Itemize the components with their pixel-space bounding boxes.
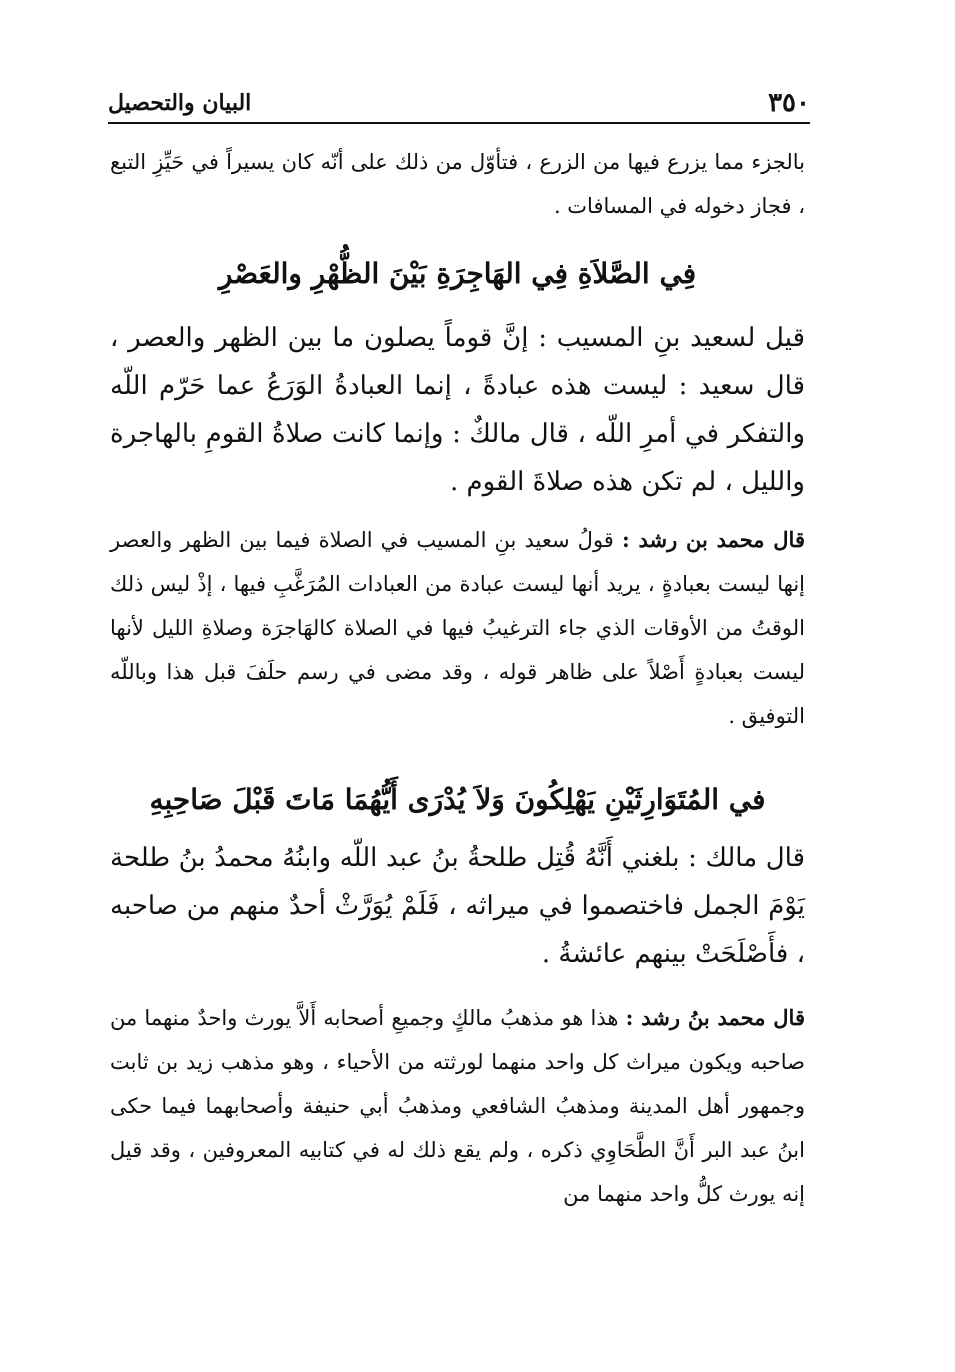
page-number: ٣٥٠ [768, 88, 810, 118]
paragraph-continuation: بالجزء مما يزرع فيها من الزرع ، فتأوّل من ذلك على أنّه كان يسيراً في حَيِّزِ التبع ، فجاز دخوله في المسافات . [110, 150, 805, 218]
running-head [108, 78, 810, 124]
speaker-label: قال محمد بن رشد : [621, 527, 805, 552]
speaker-label: قال محمد بنُ رشد : [625, 1005, 805, 1030]
paragraph-ibn-rushd-commentary-2 [110, 996, 805, 1216]
paragraph-said-ibn-musayyib: قيل لسعيد بنِ المسيب : إنَّ قوماً يصلون ما بين الظهر والعصر ، قال سعيد : ليست هذه عبادةً ، إنما العبادةُ الوَرَعُ عما حَرّم اللّه والتفكر في أمرِ اللّه ، قال مالكٌ : وإنما كانت صلاةُ القومِ بالهاجرة والليل ، لم تكن هذه صلاةَ القوم . [110, 323, 805, 497]
commentary-text: هذا هو مذهبُ مالكٍ وجميعِ أصحابه أَلاَّ يورث واحدٌ منهما من صاحبه ويكون ميراث كل واحد منهما لورثته من الأحياء ، وهو مذهب زيد بن ثابت وجمهور أهل المدينة ومذهبُ الشافعي ومذهبُ أبي حنيفة وأصحابهما فيما حكى ابنُ عبد البر أَنَّ الطَّحَاوِي ذكره ، ولم يقع ذلك له في كتابيه المعروفين ، وقد قيل إنه يورث كلُّ واحد منهما من [110, 1006, 805, 1206]
commentary-text: قولُ سعيد بنِ المسيب في الصلاة فيما بين الظهر والعصر إنها ليست بعبادةٍ ، يريد أنها ليست عبادة من العبادات المُرَغَّبِ فيها ، إذْ ليس ذلك الوقتُ من الأوقات الذي جاء الترغيبُ فيها في الصلاة كالهَاجرَة وصلاةِ الليل لأنها ليست بعبادةٍ أَصْلاً على ظاهر قوله ، وقد مضى في رسم حلَفَ قبل هذا وباللّه التوفيق . [110, 528, 805, 728]
paragraph-ibn-rushd-commentary-1 [110, 518, 805, 738]
book-title: البيان والتحصيل [108, 90, 252, 116]
section-heading-prayer: فِي الصَّلاَةِ فِي الهَاجِرَةِ بَيْنَ الظُّهْرِ والعَصْرِ [218, 257, 697, 290]
paragraph-malik-report: قال مالك : بلغني أَنَّهُ قُتِل طلحةُ بنُ عبد اللّه وابنُهُ محمدُ بنُ طلحة يَوْمَ الجمل فاختصموا في ميراثه ، فَلَمْ يُوَرَّثْ أحدٌ منهم من صاحبه ، فأَصْلَحَتْ بينهم عائشةُ . [110, 843, 805, 969]
section-heading-inheritance: في المُتَوَارِثَيْنِ يَهْلِكُونَ وَلاَ يُدْرَى أَيُّهُمَا مَاتَ قَبْلَ صَاحِبِهِ [149, 783, 766, 816]
page-content [110, 140, 805, 1216]
